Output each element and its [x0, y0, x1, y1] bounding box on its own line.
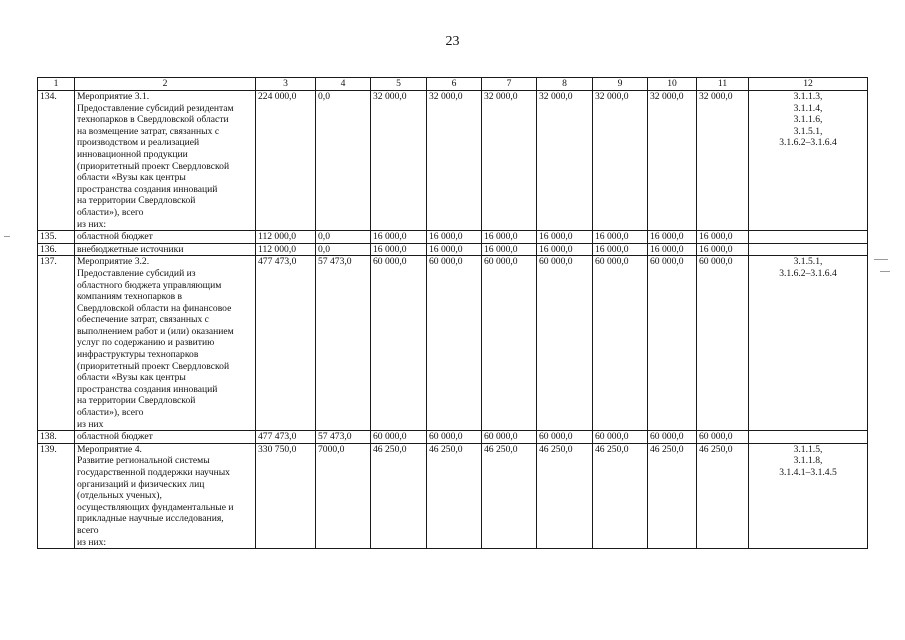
row-name-line: из них: [77, 418, 104, 430]
row-name-line: (приоритетный проект Свердловской: [77, 360, 230, 372]
scan-mark: [874, 259, 888, 260]
row-name-line: на территории Свердловской: [77, 395, 196, 407]
target-ref-line: 3.1.6.2–3.1.6.4: [779, 137, 837, 149]
value-cell-col-10: 16 000,0: [648, 231, 697, 244]
row-name-line: осуществляющих фундаментальные и: [77, 501, 234, 513]
row-name-line: всего: [77, 524, 99, 536]
value-cell-col-7: 60 000,0: [482, 431, 537, 444]
value-cell-col-10: 60 000,0: [648, 431, 697, 444]
value-cell-col-8: 60 000,0: [537, 431, 593, 444]
value-cell-col-11: 16 000,0: [697, 243, 749, 256]
value-cell-col-3: 477 473,0: [256, 256, 316, 431]
target-refs: [749, 243, 868, 256]
value-cell-col-6: 60 000,0: [427, 431, 482, 444]
value-cell-col-5: 60 000,0: [371, 256, 427, 431]
target-refs: [749, 256, 868, 431]
value-cell-col-6: 46 250,0: [427, 443, 482, 548]
row-name-line: Развитие региональной системы: [77, 455, 210, 467]
value-cell-col-7: 46 250,0: [482, 443, 537, 548]
value-cell-col-4: 57 473,0: [316, 431, 371, 444]
value-cell-col-10: 60 000,0: [648, 256, 697, 431]
column-header-7: 7: [482, 78, 537, 91]
row-name-line: Предоставление субсидий из: [77, 267, 196, 279]
row-name-line: прикладные научные исследования,: [77, 513, 224, 525]
header-row: [38, 78, 868, 91]
row-name-line: пространства создания инноваций: [77, 383, 218, 395]
value-cell-col-5: 46 250,0: [371, 443, 427, 548]
table-row: [38, 231, 868, 244]
target-ref-line: 3.1.1.3,: [793, 91, 823, 102]
column-header-11: 11: [697, 78, 749, 91]
target-refs: [749, 431, 868, 444]
target-ref-line: 3.1.1.6,: [793, 114, 823, 126]
row-name-line: области»), всего: [77, 407, 144, 419]
target-refs: [749, 231, 868, 244]
row-name-line: производством и реализацией: [77, 137, 200, 149]
column-header-4: 4: [316, 78, 371, 91]
row-name-line: из них:: [77, 218, 107, 230]
target-ref-line: 3.1.5.1,: [793, 256, 823, 268]
row-name: [75, 431, 256, 444]
row-name: [75, 256, 256, 431]
row-name-line: областной бюджет: [77, 231, 153, 243]
value-cell-col-7: 60 000,0: [482, 256, 537, 431]
row-name-line: обеспечение затрат, связанных с: [77, 314, 209, 326]
row-name-line: услуг по содержанию и развитию: [77, 337, 215, 349]
target-ref-line: 3.1.4.1–3.1.4.5: [779, 467, 837, 478]
value-cell-col-11: 60 000,0: [697, 431, 749, 444]
row-number: 137.: [38, 256, 75, 431]
row-number: 136.: [38, 243, 75, 256]
value-cell-col-10: 16 000,0: [648, 243, 697, 256]
row-name-line: государственной поддержки научных: [77, 467, 230, 478]
table-row: [38, 256, 868, 431]
value-cell-col-7: 16 000,0: [482, 243, 537, 256]
column-header-10: 10: [648, 78, 697, 91]
row-name-line: внебюджетные источники: [77, 243, 184, 255]
value-cell-col-8: 60 000,0: [537, 256, 593, 431]
row-name-line: областной бюджет: [77, 431, 153, 443]
row-name-line: области «Вузы как центры: [77, 372, 186, 384]
value-cell-col-7: 32 000,0: [482, 91, 537, 231]
value-cell-col-6: 60 000,0: [427, 256, 482, 431]
value-cell-col-7: 16 000,0: [482, 231, 537, 244]
row-name-line: области»), всего: [77, 206, 144, 218]
scan-mark: [4, 236, 10, 237]
budget-table: [37, 77, 868, 549]
table-row: [38, 91, 868, 231]
value-cell-col-9: 16 000,0: [593, 231, 648, 244]
target-refs: [749, 91, 868, 231]
value-cell-col-5: 60 000,0: [371, 431, 427, 444]
row-name-line: на возмещение затрат, связанных с: [77, 125, 220, 137]
value-cell-col-11: 60 000,0: [697, 256, 749, 431]
value-cell-col-9: 60 000,0: [593, 256, 648, 431]
value-cell-col-8: 46 250,0: [537, 443, 593, 548]
table-row: [38, 443, 868, 548]
row-number: 138.: [38, 431, 75, 444]
column-header-3: 3: [256, 78, 316, 91]
table-body: [38, 91, 868, 549]
row-name: [75, 443, 256, 548]
value-cell-col-4: 0,0: [316, 243, 371, 256]
table-row: [38, 243, 868, 256]
row-number: 139.: [38, 443, 75, 548]
row-name-line: Мероприятие 3.1.: [77, 91, 150, 102]
value-cell-col-3: 224 000,0: [256, 91, 316, 231]
column-header-6: 6: [427, 78, 482, 91]
row-name-line: выполнением работ и (или) оказанием: [77, 325, 234, 337]
row-name-line: компаниям технопарков в: [77, 291, 183, 303]
row-name-line: Свердловской области на финансовое: [77, 302, 232, 314]
value-cell-col-8: 16 000,0: [537, 243, 593, 256]
row-name-line: областного бюджета управляющим: [77, 279, 222, 291]
row-number: 134.: [38, 91, 75, 231]
value-cell-col-11: 32 000,0: [697, 91, 749, 231]
row-name: [75, 243, 256, 256]
column-header-8: 8: [537, 78, 593, 91]
row-name-line: из них:: [77, 536, 107, 548]
scan-mark: [880, 271, 890, 272]
value-cell-col-4: 0,0: [316, 231, 371, 244]
target-ref-line: 3.1.1.8,: [793, 455, 823, 467]
value-cell-col-10: 46 250,0: [648, 443, 697, 548]
row-name-line: области «Вузы как центры: [77, 172, 186, 184]
value-cell-col-9: 16 000,0: [593, 243, 648, 256]
row-name-line: на территории Свердловской: [77, 195, 196, 207]
value-cell-col-5: 16 000,0: [371, 231, 427, 244]
row-number: 135.: [38, 231, 75, 244]
row-name-line: организаций и физических лиц: [77, 478, 205, 490]
value-cell-col-8: 32 000,0: [537, 91, 593, 231]
value-cell-col-3: 477 473,0: [256, 431, 316, 444]
column-header-9: 9: [593, 78, 648, 91]
value-cell-col-11: 46 250,0: [697, 443, 749, 548]
page-number: 23: [445, 34, 460, 49]
row-name-line: (приоритетный проект Свердловской: [77, 160, 230, 172]
value-cell-col-11: 16 000,0: [697, 231, 749, 244]
value-cell-col-5: 32 000,0: [371, 91, 427, 231]
row-name-line: инфраструктуры технопарков: [77, 349, 199, 361]
value-cell-col-4: 7000,0: [316, 443, 371, 548]
column-header-1: 1: [38, 78, 75, 91]
value-cell-col-9: 46 250,0: [593, 443, 648, 548]
row-name-line: Мероприятие 4.: [77, 443, 142, 455]
target-ref-line: 3.1.1.4,: [793, 102, 823, 114]
row-name: [75, 91, 256, 231]
row-name: [75, 231, 256, 244]
row-name-line: Мероприятие 3.2.: [77, 256, 150, 268]
value-cell-col-9: 60 000,0: [593, 431, 648, 444]
value-cell-col-6: 32 000,0: [427, 91, 482, 231]
target-ref-line: 3.1.5.1,: [793, 125, 823, 137]
value-cell-col-9: 32 000,0: [593, 91, 648, 231]
row-name-line: (отдельных ученых),: [77, 490, 162, 502]
value-cell-col-3: 112 000,0: [256, 243, 316, 256]
column-header-5: 5: [371, 78, 427, 91]
row-name-line: Предоставление субсидий резидентам: [77, 102, 234, 114]
row-name-line: инновационной продукции: [77, 148, 188, 160]
value-cell-col-6: 16 000,0: [427, 231, 482, 244]
table-row: [38, 431, 868, 444]
target-ref-line: 3.1.1.5,: [793, 443, 823, 455]
value-cell-col-4: 57 473,0: [316, 256, 371, 431]
value-cell-col-3: 330 750,0: [256, 443, 316, 548]
value-cell-col-10: 32 000,0: [648, 91, 697, 231]
row-name-line: пространства создания инноваций: [77, 183, 218, 195]
value-cell-col-3: 112 000,0: [256, 231, 316, 244]
value-cell-col-4: 0,0: [316, 91, 371, 231]
value-cell-col-8: 16 000,0: [537, 231, 593, 244]
target-ref-line: 3.1.6.2–3.1.6.4: [779, 267, 837, 279]
column-header-12: 12: [749, 78, 868, 91]
value-cell-col-5: 16 000,0: [371, 243, 427, 256]
row-name-line: технопарков в Свердловской области: [77, 114, 229, 126]
column-header-2: 2: [75, 78, 256, 91]
value-cell-col-6: 16 000,0: [427, 243, 482, 256]
target-refs: [749, 443, 868, 548]
